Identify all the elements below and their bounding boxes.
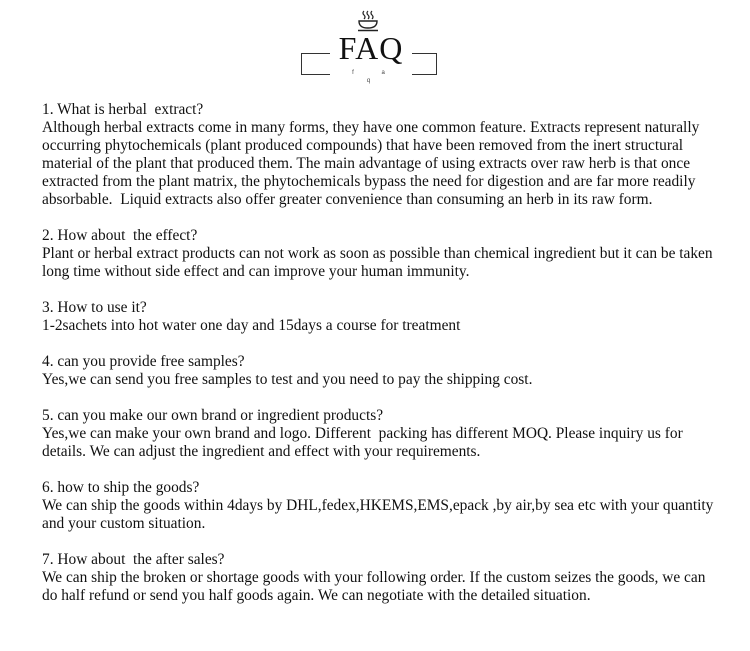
faq-answer: We can ship the goods within 4days by DHL,fedex,HKEMS,EMS,epack ,by air,by sea etc with your quantity and your custom situation.	[42, 497, 718, 532]
title-subtitle-letters: f a q	[352, 70, 398, 84]
faq-header	[0, 0, 750, 90]
faq-answer: Yes,we can send you free samples to test and you need to pay the shipping cost.	[42, 371, 533, 388]
faq-answer: Although herbal extracts come in many forms, they have one common feature. Extracts represent naturally occurring phytochemicals (plant produced compounds) that have been removed from the inert structural material of the plant that produced them. The main advantage of using extracts over raw herb is that once extracted from the plant matrix, the phytochemicals bypass the need for digestion and are far more readily absorbable. Liquid extracts also offer greater convenience than consuming an herb in its raw form.	[42, 119, 704, 208]
faq-item	[42, 353, 718, 389]
faq-question: 2. How about the effect?	[42, 227, 198, 244]
faq-question: 7. How about the after sales?	[42, 551, 225, 568]
faq-answer: 1-2sachets into hot water one day and 15days a course for treatment	[42, 317, 461, 334]
faq-answer: We can ship the broken or shortage goods with your following order. If the custom seizes the goods, we can do half refund or send you half goods again. We can negotiate with the detailed situation.	[42, 569, 710, 604]
faq-item	[42, 551, 718, 605]
faq-question: 3. How to use it?	[42, 299, 147, 316]
faq-question: 6. how to ship the goods?	[42, 479, 200, 496]
faq-question: 4. can you provide free samples?	[42, 353, 245, 370]
faq-question: 1. What is herbal extract?	[42, 101, 204, 118]
faq-list	[42, 101, 718, 623]
faq-question: 5. can you make our own brand or ingredient products?	[42, 407, 384, 424]
faq-answer: Yes,we can make your own brand and logo. Different packing has different MOQ. Please inquiry us for details. We can adjust the ingredient and effect with your requirements.	[42, 425, 687, 460]
faq-answer: Plant or herbal extract products can not work as soon as possible than chemical ingredient but it can be taken long time without side effect and can improve your human immunity.	[42, 245, 717, 280]
faq-item	[42, 227, 718, 281]
right-bracket-decoration	[412, 53, 437, 75]
steaming-cup-icon	[356, 10, 380, 32]
faq-item	[42, 407, 718, 461]
left-bracket-decoration	[301, 53, 330, 75]
faq-item	[42, 299, 718, 335]
page-title: FAQ	[338, 30, 404, 66]
faq-item	[42, 479, 718, 533]
faq-item	[42, 101, 718, 209]
